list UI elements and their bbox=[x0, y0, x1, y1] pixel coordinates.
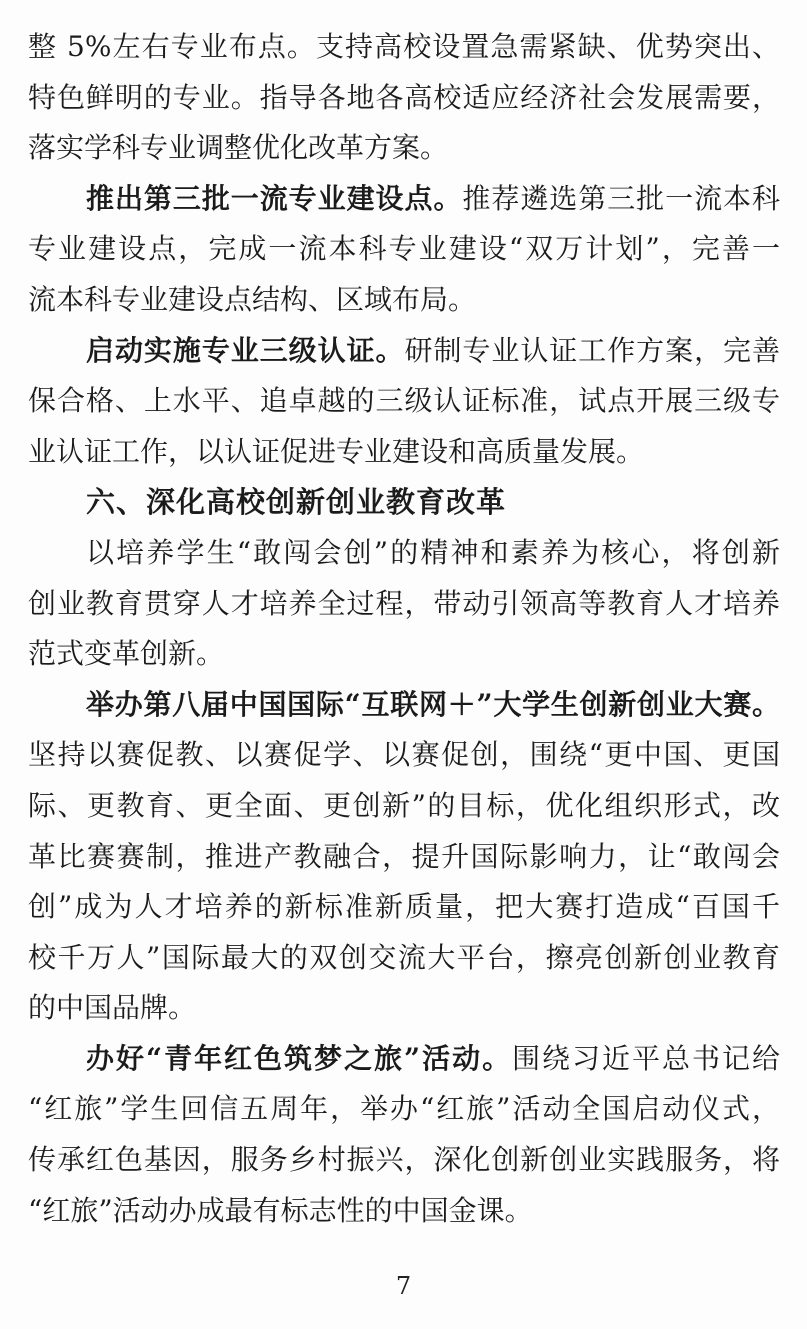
text-line bbox=[28, 1135, 780, 1186]
text-line bbox=[28, 629, 780, 680]
text-run: 专业建设点，完成一流本科专业建设“双万计划”，完善一 bbox=[28, 232, 780, 266]
document-text-block bbox=[28, 22, 780, 1236]
text-run: 业认证工作，以认证促进专业建设和高质量发展。 bbox=[28, 434, 645, 468]
text-run: 推荐遴选第三批一流本科 bbox=[462, 181, 780, 215]
text-line bbox=[28, 730, 780, 781]
text-run: “红旅”学生回信五周年，举办“红旅”活动全国启动仪式， bbox=[28, 1092, 780, 1126]
bold-text-run: 办好“青年红色筑梦之旅”活动。 bbox=[86, 1041, 513, 1075]
text-run: 落实学科专业调整优化改革方案。 bbox=[28, 131, 449, 165]
text-line bbox=[28, 933, 780, 984]
text-line bbox=[28, 579, 780, 630]
text-run: 以培养学生“敢闯会创”的精神和素养为核心，将创新 bbox=[86, 535, 780, 569]
text-line bbox=[28, 832, 780, 883]
text-line bbox=[28, 22, 780, 73]
text-run: 流本科专业建设点结构、区域布局。 bbox=[28, 282, 477, 316]
bold-text-run: 启动实施专业三级认证。 bbox=[86, 333, 405, 367]
text-line bbox=[28, 1084, 780, 1135]
text-run: 创业教育贯穿人才培养全过程，带动引领高等教育人才培养 bbox=[28, 586, 780, 620]
text-run: 的中国品牌。 bbox=[28, 991, 197, 1025]
text-line bbox=[28, 123, 780, 174]
text-run: 际、更教育、更全面、更创新”的目标，优化组织形式，改 bbox=[28, 788, 780, 822]
text-run: 坚持以赛促教、以赛促学、以赛促创，围绕“更中国、更国 bbox=[28, 738, 780, 772]
text-line bbox=[28, 1034, 780, 1085]
text-line bbox=[28, 174, 780, 225]
text-run: 保合格、上水平、追卓越的三级认证标准，试点开展三级专 bbox=[28, 384, 780, 418]
text-line bbox=[28, 882, 780, 933]
section-heading bbox=[28, 477, 780, 528]
page-number: 7 bbox=[395, 1272, 412, 1300]
text-line bbox=[28, 983, 780, 1034]
text-line bbox=[28, 1186, 780, 1237]
text-run: 研制专业认证工作方案，完善 bbox=[404, 333, 780, 367]
bold-text-run: 六、深化高校创新创业教育改革 bbox=[86, 485, 507, 520]
bold-text-run: 推出第三批一流专业建设点。 bbox=[86, 181, 463, 215]
text-line bbox=[28, 781, 780, 832]
text-run: 特色鲜明的专业。指导各地各高校适应经济社会发展需要， bbox=[28, 80, 780, 114]
text-line bbox=[28, 275, 780, 326]
text-run: 创”成为人才培养的新标准新质量，把大赛打造成“百国千 bbox=[28, 890, 780, 924]
text-line bbox=[28, 326, 780, 377]
text-run: 范式变革创新。 bbox=[28, 637, 225, 671]
text-run: 围绕习近平总书记给 bbox=[512, 1041, 780, 1075]
bold-text-run: 举办第八届中国国际“互联网＋”大学生创新创业大赛。 bbox=[86, 687, 780, 721]
text-line bbox=[28, 680, 780, 731]
text-line bbox=[28, 427, 780, 478]
text-run: 整 5%左右专业布点。支持高校设置急需紧缺、优势突出、 bbox=[28, 30, 780, 63]
text-line bbox=[28, 376, 780, 427]
text-line bbox=[28, 224, 780, 275]
text-line bbox=[28, 73, 780, 124]
text-run: 革比赛赛制，推进产教融合，提升国际影响力，让“敢闯会 bbox=[28, 839, 780, 873]
text-run: “红旅”活动办成最有标志性的中国金课。 bbox=[28, 1193, 533, 1227]
text-run: 传承红色基因，服务乡村振兴，深化创新创业实践服务，将 bbox=[28, 1143, 780, 1177]
text-line bbox=[28, 528, 780, 579]
text-run: 校千万人”国际最大的双创交流大平台，擦亮创新创业教育 bbox=[28, 940, 780, 974]
